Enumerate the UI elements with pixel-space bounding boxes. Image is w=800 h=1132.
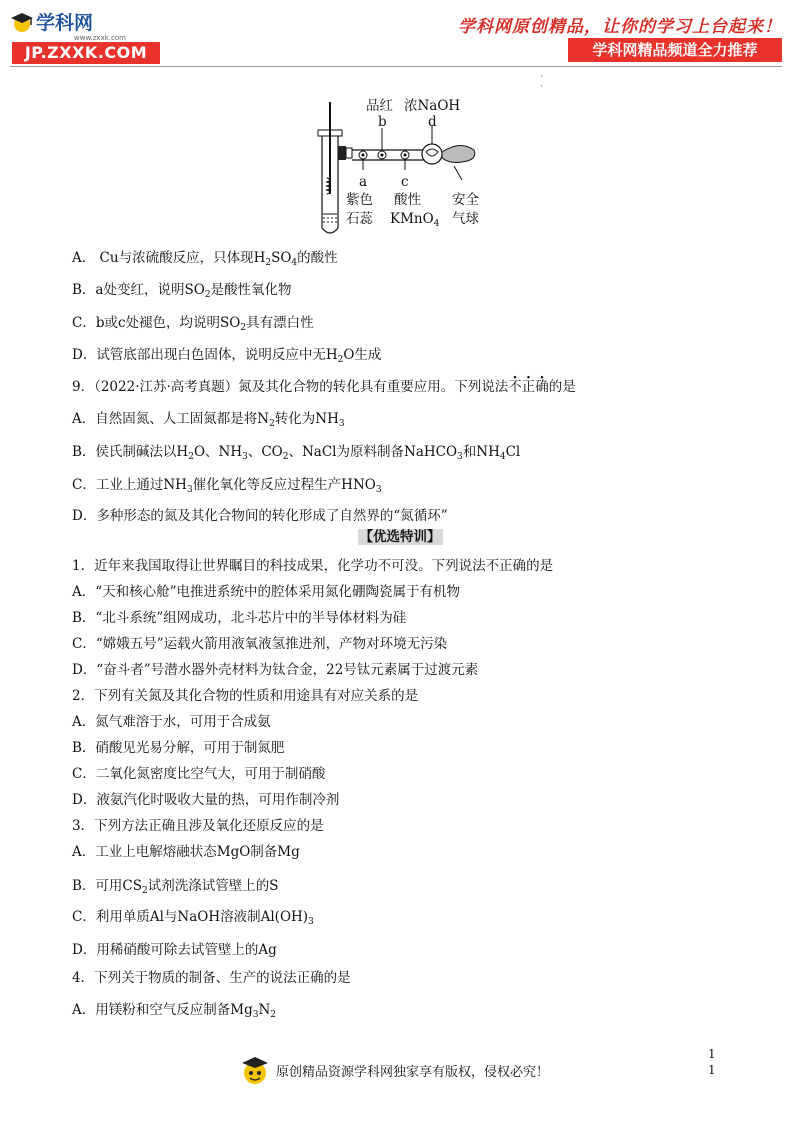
label-naoh: 浓NaOH xyxy=(404,98,461,114)
q9-option-d: D．多种形态的氮及其化合物间的转化形成了自然界的“氮循环” xyxy=(72,508,448,524)
label-suanxing: 酸性 xyxy=(394,192,421,208)
practice-q2-option-c: C．二氧化氮密度比空气大，可用于制硝酸 xyxy=(72,766,326,782)
practice-q1-stem: 1．近年来我国取得让世界瞩目的科技成果，化学功不可没。下列说法不正确的是 xyxy=(72,558,554,574)
label-b: b xyxy=(378,114,387,130)
label-a: a xyxy=(359,174,368,190)
label-anquan: 安全 xyxy=(452,192,479,208)
label-kmno4: KMnO$_4$ xyxy=(390,211,440,229)
practice-q4-option-a: A．用镁粉和空气反应制备$Mg_3N_2$ xyxy=(72,1002,276,1020)
q8-option-c: C．b或c处褪色，均说明$SO_2$具有漂白性 xyxy=(72,315,314,333)
mascot-icon xyxy=(240,1053,270,1087)
practice-q1-option-a: A．“天和核心舱”电推进系统中的腔体采用氮化硼陶瓷属于有机物 xyxy=(72,584,461,600)
logo-name: 学科网 xyxy=(36,11,94,34)
test-tube xyxy=(318,102,342,233)
section-title: 【优选特训】 xyxy=(359,529,441,545)
label-zise: 紫色 xyxy=(346,192,373,208)
practice-q3-option-a: A．工业上电解熔融状态MgO制备Mg xyxy=(72,844,300,860)
q9-option-b: B．侯氏制碱法以$H_2O$、$NH_3$、$CO_2$、NaCl为原料制备NaHCO$_3$和$NH_4Cl$ xyxy=(72,444,521,462)
logo-url: JP.ZXXK.COM xyxy=(12,42,160,64)
decorative-dots: · · xyxy=(540,72,543,92)
practice-q2-option-b: B．硝酸见光易分解，可用于制氮肥 xyxy=(72,740,285,756)
label-pinhong: 品红 xyxy=(366,98,393,114)
practice-q3-option-d: D．用稀硝酸可除去试管壁上的Ag xyxy=(72,942,277,958)
q8-option-a: A． Cu与浓硫酸反应，只体现$H_2SO_4$的酸性 xyxy=(72,250,338,268)
copyright-notice: 原创精品资源学科网独家享有版权，侵权必究！ xyxy=(276,1064,550,1080)
header-slogan: 学科网原创精品，让你的学习上台起来！ xyxy=(458,17,782,37)
practice-q4-stem: 4．下列关于物质的制备、生产的说法正确的是 xyxy=(72,970,351,986)
label-c: c xyxy=(401,174,409,190)
practice-q3-stem: 3．下列方法正确且涉及氧化还原反应的是 xyxy=(72,818,324,834)
footer xyxy=(240,1050,549,1090)
practice-q3-option-c: C．利用单质Al与NaOH溶液制$Al(OH)_3$ xyxy=(72,909,314,927)
q8-option-b: B．a处变红，说明$SO_2$是酸性氧化物 xyxy=(72,282,292,300)
practice-q1-option-d: D．“奋斗者”号潜水器外壳材料为钛合金，22号钛元素属于过渡元素 xyxy=(72,662,479,678)
practice-q2-option-a: A．氮气难溶于水，可用于合成氨 xyxy=(72,714,271,730)
q9-stem: 9．（2022·江苏·高考真题）氮及其化合物的转化具有重要应用。下列说法不正确的是 xyxy=(72,379,576,395)
label-qiqiu: 气球 xyxy=(452,211,479,227)
label-shirui: 石蕊 xyxy=(346,211,373,227)
label-d: d xyxy=(428,114,437,130)
gas-tube xyxy=(338,126,475,180)
practice-q1-option-b: B．“北斗系统”组网成功，北斗芯片中的半导体材料为硅 xyxy=(72,610,407,626)
logo-subtitle: www.zxxk.com xyxy=(74,34,126,42)
header-banner: 学科网精品频道全力推荐 xyxy=(568,38,782,62)
header-divider xyxy=(10,66,782,67)
q8-option-d: D．试管底部出现白色固体，说明反应中无$H_2O$生成 xyxy=(72,347,382,365)
graduation-cap-icon xyxy=(10,10,34,34)
apparatus-diagram xyxy=(300,96,510,236)
q9-option-a: A．自然固氮、人工固氮都是将$N_2$转化为$NH_3$ xyxy=(72,411,345,429)
practice-q2-stem: 2．下列有关氮及其化合物的性质和用途具有对应关系的是 xyxy=(72,688,419,704)
practice-q3-option-b: B．可用$CS_2$试剂洗涤试管壁上的S xyxy=(72,878,279,896)
q9-option-c: C．工业上通过$NH_3$催化氧化等反应过程生产$HNO_3$ xyxy=(72,477,382,495)
site-logo[interactable] xyxy=(10,8,160,64)
page-number: 1 1 xyxy=(708,1047,716,1077)
practice-q2-option-d: D．液氨汽化时吸收大量的热，可用作制冷剂 xyxy=(72,792,340,808)
practice-q1-option-c: C．“嫦娥五号”运载火箭用液氧液氢推进剂，产物对环境无污染 xyxy=(72,636,448,652)
